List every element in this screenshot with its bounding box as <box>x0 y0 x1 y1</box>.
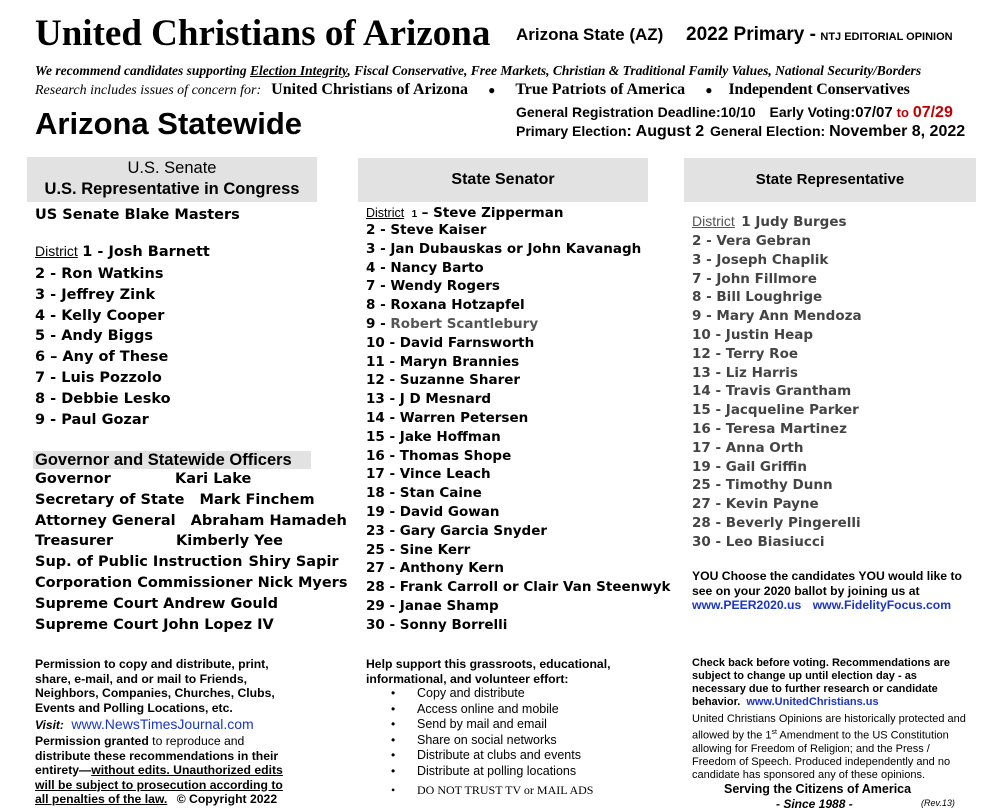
list-item: 15 - Jake Hoffman <box>366 428 501 445</box>
officer-name: Nick Myers <box>257 574 348 591</box>
list-item: 8 - Debbie Lesko <box>35 390 171 407</box>
list-item: 28 - Beverly Pingerelli <box>692 514 861 531</box>
unitedchristians-link[interactable]: www.UnitedChristians.us <box>746 696 879 708</box>
senator-1: – Steve Zipperman <box>421 205 564 221</box>
officer-office: Sup. of Public Instruction <box>35 554 243 571</box>
list-item: 3 - Jan Dubauskas or John Kavanagh <box>366 240 642 257</box>
list-item: 10 - Justin Heap <box>692 326 814 343</box>
list-item: 12 - Suzanne Sharer <box>366 372 521 389</box>
list-item: 3 - Joseph Chaplik <box>692 251 829 268</box>
list-item: 14 - Travis Grantham <box>692 383 852 400</box>
list-item: 28 - Frank Carroll or Clair Van Steenwyk <box>366 579 671 596</box>
early-voting-to: to <box>896 105 909 120</box>
choose-text: YOU Choose the candidates YOU would like to see on your 2020 ballot by joining us at <box>692 569 962 598</box>
opinion-tag: NTJ EDITORIAL OPINION <box>820 31 953 43</box>
check-text: Check back before voting. Recommendations are subject to change up until election day - as necessary due to further research or candidate behavior. <box>692 657 950 708</box>
district-label: District <box>35 243 78 259</box>
list-item: 3 - Jeffrey Zink <box>35 286 156 303</box>
early-voting-end: 07/29 <box>912 104 953 121</box>
primary-date: : August 2 <box>626 123 705 140</box>
officer-name: Shiry Sapir <box>248 554 339 571</box>
us-senate-header <box>27 157 317 202</box>
officer-name: Mark Finchem <box>199 491 315 508</box>
list-item: • Distribute at polling locations <box>366 764 646 780</box>
senator-first <box>366 204 563 222</box>
copyright: © Copyright 2022 <box>176 792 278 806</box>
us-senate-heading: U.S. Senate <box>127 159 217 177</box>
list-item: 16 - Teresa Martinez <box>692 420 847 437</box>
help-heading: Help support this grassroots, educational, informational, and volunteer effort: <box>366 657 611 686</box>
recommend-prefix: We recommend candidates supporting <box>35 63 247 78</box>
list-item: 4 - Kelly Cooper <box>35 307 165 324</box>
state-rep-heading: State Representative <box>755 171 905 188</box>
list-item: 19 - David Gowan <box>366 503 500 520</box>
list-item: 8 - Bill Loughrige <box>692 289 823 306</box>
newstimes-link[interactable]: www.NewsTimesJournal.com <box>71 716 254 732</box>
state-senator-heading: State Senator <box>451 171 555 188</box>
early-voting-start: :07/07 <box>850 104 893 121</box>
distribute-text: distribute these recommendations in their entirety— <box>35 748 279 777</box>
bullet-2: ● <box>705 83 713 97</box>
recommend-line <box>35 63 921 79</box>
list-item: 29 - Janae Shamp <box>366 597 499 614</box>
unauthorized-text: without edits. Unauthorized edits will be subject to prosecution according to all penalties of the law. <box>35 763 283 806</box>
list-item: 17 - Vince Leach <box>366 466 491 483</box>
us-rep-1: 1 - Josh Barnett <box>82 244 210 260</box>
group-3: Independent Conservatives <box>728 81 910 98</box>
officer-row <box>35 511 347 532</box>
officers-heading: Governor and Statewide Officers <box>35 451 292 469</box>
peer2020-link[interactable]: www.PEER2020.us <box>692 598 802 612</box>
list-item: 25 - Timothy Dunn <box>692 477 833 494</box>
district-label: District <box>366 206 405 220</box>
general-date: November 8, 2022 <box>829 123 966 140</box>
list-item: 2 - Steve Kaiser <box>366 222 487 238</box>
state-rep-first <box>692 213 847 231</box>
us-rep-list <box>35 264 171 430</box>
list-item: 16 - Thomas Shope <box>366 447 512 464</box>
list-item: 27 - Anthony Kern <box>366 560 504 577</box>
list-item: 30 - Sonny Borrelli <box>366 616 508 633</box>
group-2: True Patriots of America <box>515 81 686 98</box>
recommend-suffix: , Fiscal Conservative, Free Markets, Christian & Traditional Family Values, National Security/Borders <box>347 63 922 78</box>
officer-name: Abraham Hamadeh <box>190 512 347 529</box>
fidelityfocus-link[interactable]: www.FidelityFocus.com <box>812 598 952 612</box>
opinions-b: Amendment to the US Constitution allowing for Freedom of Religion; and the Press / Freedom of Speech. Produced independently and no candidate has sponsored any of these opinions. <box>692 729 951 781</box>
list-item: 25 - Sine Kerr <box>366 541 471 558</box>
district-label: District <box>692 213 735 229</box>
officer-office: Governor <box>35 471 111 487</box>
org-title: United Christians of Arizona <box>35 13 491 54</box>
state-rep-list <box>692 232 862 552</box>
early-voting-label: Early Voting <box>769 104 851 120</box>
list-item: 6 – Any of These <box>35 349 169 366</box>
list-item: • Send by mail and email <box>366 717 646 733</box>
us-senate-candidate: US Senate Blake Masters <box>35 207 240 223</box>
check-block <box>692 657 970 709</box>
list-item: 8 - Roxana Hotzapfel <box>366 297 525 314</box>
list-item: 5 - Andy Biggs <box>35 328 154 345</box>
officer-name: Kimberly Yee <box>176 533 283 550</box>
election-label: 2022 Primary - <box>686 24 816 45</box>
opinions-a: United Christians Opinions are historically protected and allowed by the 1 <box>692 713 966 742</box>
list-item: 7 - Luis Pozzolo <box>35 369 162 386</box>
choose-links <box>692 598 951 612</box>
list-item: • DO NOT TRUST TV or MAIL ADS <box>366 783 646 799</box>
list-item: • Distribute at clubs and events <box>366 748 646 764</box>
list-item: 7 - John Fillmore <box>692 270 817 287</box>
list-item: 17 - Anna Orth <box>692 439 804 456</box>
registration-label: General Registration Deadline: <box>516 104 721 120</box>
primary-label: Primary Election <box>516 123 627 139</box>
granted-rest: to reproduce and <box>148 734 245 748</box>
bullet-1: ● <box>488 83 496 97</box>
registration-date: 10/10 <box>720 104 756 120</box>
officers-list <box>35 469 348 635</box>
research-line <box>35 81 910 99</box>
help-list <box>366 686 646 798</box>
officer-office: Supreme Court <box>35 595 159 612</box>
list-item: 30 - Leo Biasiucci <box>692 533 825 550</box>
list-item <box>366 315 671 334</box>
officer-row <box>35 594 325 615</box>
officer-name: Kari Lake <box>175 471 252 487</box>
officer-office: Corporation Commissioner <box>35 574 253 591</box>
officers-header <box>33 451 311 469</box>
officer-row <box>35 531 325 552</box>
officer-office: Treasurer <box>35 533 114 550</box>
officer-office: Supreme Court <box>35 616 159 633</box>
list-item: 10 - David Farnsworth <box>366 334 535 351</box>
list-item: • Access online and mobile <box>366 702 646 718</box>
us-rep-first <box>35 243 210 261</box>
us-congress-heading: U.S. Representative in Congress <box>44 180 300 198</box>
opinions-text <box>692 713 972 782</box>
list-item: • Share on social networks <box>366 733 646 749</box>
list-item: 9 - Paul Gozar <box>35 411 149 428</box>
granted-bold: Permission granted <box>35 734 149 748</box>
officer-row <box>35 615 325 636</box>
opinions-sup: st <box>771 729 777 736</box>
since-text: - Since 1988 - <box>776 797 853 811</box>
list-item: 19 - Gail Griffin <box>692 458 807 475</box>
state-label: Arizona State (AZ) <box>516 25 664 44</box>
officer-office: Secretary of State <box>35 491 185 508</box>
visit-line <box>35 716 254 734</box>
permission-text: Permission to copy and distribute, print, share, e-mail, and or mail to Friends, Neighbors, Companies, Churches, Clubs, Events and Polling Locations, etc. <box>35 657 275 715</box>
list-item: 13 - J D Mesnard <box>366 391 492 408</box>
list-item: 27 - Kevin Payne <box>692 496 819 513</box>
list-item: 2 - Ron Watkins <box>35 266 164 282</box>
visit-label: Visit: <box>35 718 64 732</box>
page-heading: Arizona Statewide <box>35 106 302 141</box>
senator-9-num: 9 - <box>366 315 386 332</box>
senator-9-name: Robert Scantlebury <box>390 315 539 332</box>
state-rep-header <box>684 158 976 202</box>
officer-row <box>35 469 325 490</box>
officer-row <box>35 573 348 594</box>
list-item: 23 - Gary Garcia Snyder <box>366 522 548 539</box>
officer-row <box>35 490 325 511</box>
officer-name: Andrew Gould <box>163 595 279 612</box>
list-item: 4 - Nancy Barto <box>366 259 484 276</box>
list-item: 15 - Jacqueline Parker <box>692 402 859 419</box>
list-item: 13 - Liz Harris <box>692 364 798 381</box>
election-dates-line <box>516 123 965 141</box>
revision-label: (Rev.13) <box>921 798 955 808</box>
group-1: United Christians of Arizona <box>271 81 469 98</box>
list-item: 11 - Maryn Brannies <box>366 353 520 370</box>
list-item: 18 - Stan Caine <box>366 485 482 502</box>
list-item: 7 - Wendy Rogers <box>366 278 500 295</box>
election-line <box>686 24 953 46</box>
granted-block <box>35 734 297 807</box>
list-item: 12 - Terry Roe <box>692 345 799 362</box>
state-senator-header <box>358 158 648 202</box>
recommend-link: Election Integrity <box>250 63 348 78</box>
senator-list <box>366 221 671 635</box>
list-item: 2 - Vera Gebran <box>692 233 812 249</box>
list-item: 9 - Mary Ann Mendoza <box>692 308 862 325</box>
officer-name: John Lopez IV <box>163 616 274 633</box>
officer-row <box>35 552 339 573</box>
officer-office: Attorney General <box>35 512 176 529</box>
general-label: General Election: <box>710 123 826 139</box>
district-number: 1 <box>411 209 418 220</box>
state-rep-1: 1 Judy Burges <box>741 214 847 230</box>
list-item: 14 - Warren Petersen <box>366 409 529 426</box>
serving-text: Serving the Citizens of America <box>724 782 912 796</box>
research-prefix: Research includes issues of concern for: <box>35 83 262 98</box>
registration-line <box>516 104 953 122</box>
list-item: • Copy and distribute <box>366 686 646 702</box>
